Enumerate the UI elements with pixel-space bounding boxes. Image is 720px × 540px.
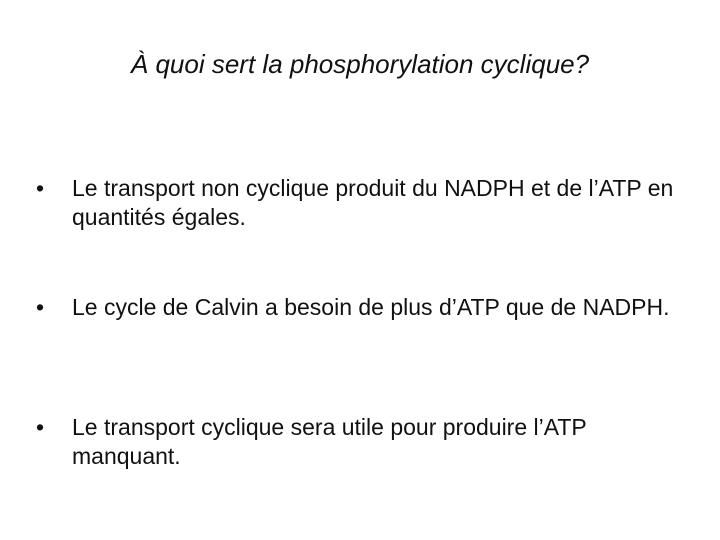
slide-title: À quoi sert la phosphorylation cyclique? <box>130 49 590 79</box>
bullet-text: Le transport cyclique sera utile pour produire l’ATP manquant. <box>72 414 587 469</box>
bullet-marker: • <box>36 175 45 201</box>
bullet-marker: • <box>36 294 45 320</box>
bullet-item <box>36 413 696 471</box>
bullet-marker: • <box>36 414 45 440</box>
bullet-item <box>36 174 696 232</box>
bullet-text: Le transport non cyclique produit du NADPH et de l’ATP en quantités égales. <box>72 175 674 230</box>
bullet-item <box>36 293 696 322</box>
bullet-text: Le cycle de Calvin a besoin de plus d’ATP que de NADPH. <box>72 294 670 320</box>
